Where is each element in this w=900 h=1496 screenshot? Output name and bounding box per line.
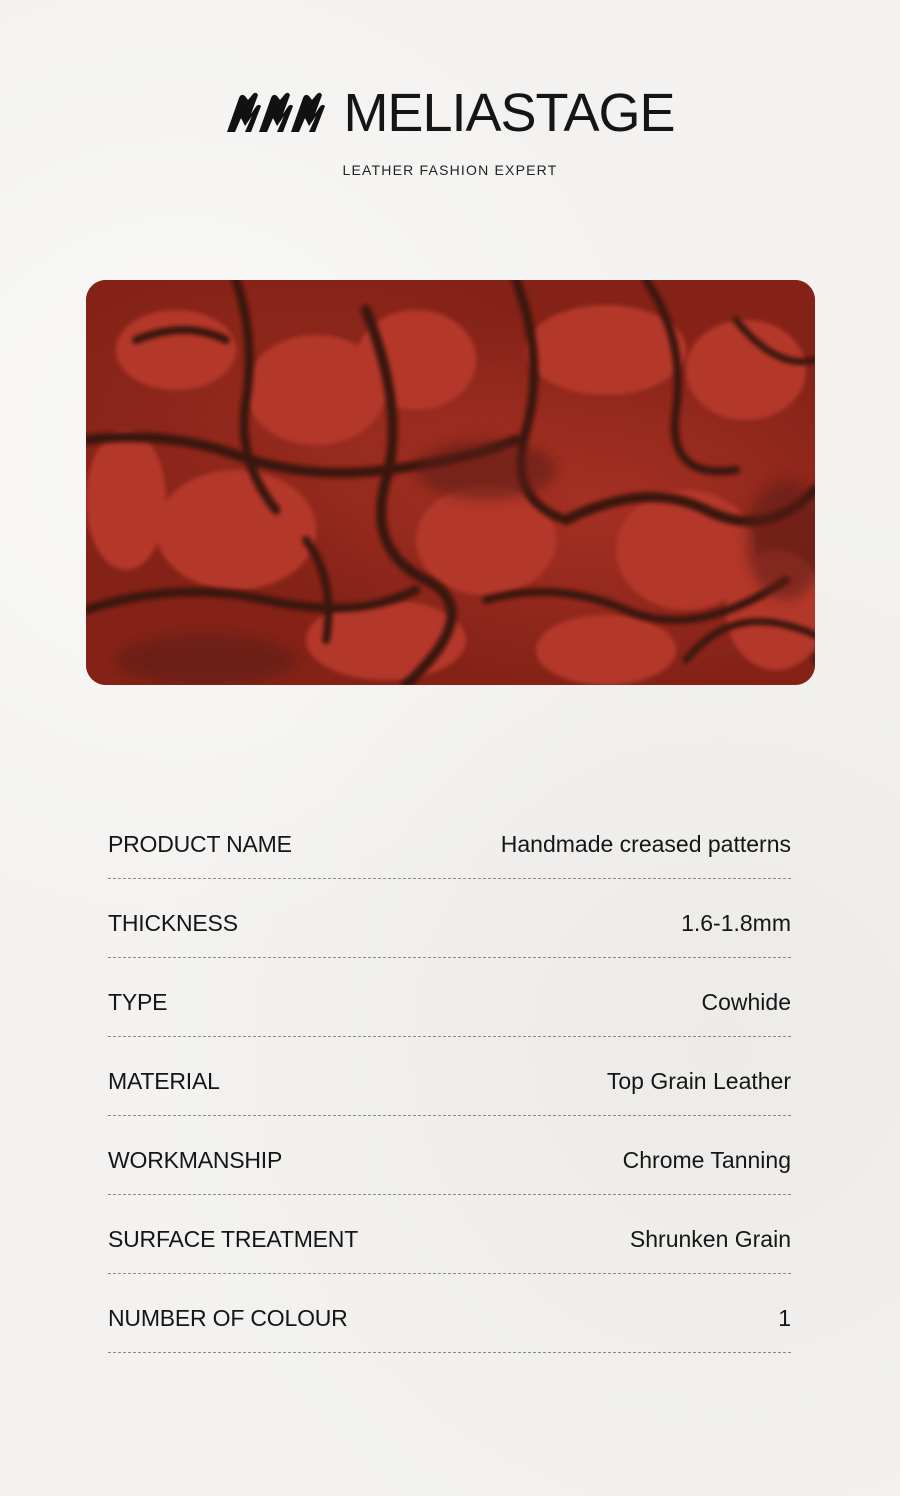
spec-value: Handmade creased patterns xyxy=(500,830,791,857)
spec-value: Chrome Tanning xyxy=(622,1146,791,1173)
triple-m-logo-icon xyxy=(225,88,329,138)
spec-row-surface-treatment xyxy=(108,1195,791,1274)
brand-lockup xyxy=(0,83,900,143)
spec-table xyxy=(108,800,791,1353)
spec-label: WORKMANSHIP xyxy=(108,1146,283,1173)
brand-tagline: LEATHER FASHION EXPERT xyxy=(342,162,558,178)
spec-label: THICKNESS xyxy=(108,909,238,936)
spec-value: Shrunken Grain xyxy=(629,1225,791,1252)
spec-value: Cowhide xyxy=(701,988,791,1015)
spec-value: Top Grain Leather xyxy=(606,1067,791,1094)
spec-row-number-of-colour xyxy=(108,1274,791,1353)
brand-name: MELIASTAGE xyxy=(343,83,675,143)
spec-row-material xyxy=(108,1037,791,1116)
spec-row-thickness xyxy=(108,879,791,958)
spec-row-product-name xyxy=(108,800,791,879)
spec-value: 1.6-1.8mm xyxy=(681,909,791,936)
spec-row-workmanship xyxy=(108,1116,791,1195)
creased-red-leather-photo xyxy=(86,280,815,685)
brand-header xyxy=(0,83,900,178)
spec-label: TYPE xyxy=(108,988,168,1015)
spec-label: PRODUCT NAME xyxy=(108,830,292,857)
spec-row-type xyxy=(108,958,791,1037)
spec-value: 1 xyxy=(778,1304,791,1331)
spec-label: NUMBER OF COLOUR xyxy=(108,1304,348,1331)
leather-photo xyxy=(86,280,815,685)
spec-label: MATERIAL xyxy=(108,1067,220,1094)
spec-label: SURFACE TREATMENT xyxy=(108,1225,359,1252)
